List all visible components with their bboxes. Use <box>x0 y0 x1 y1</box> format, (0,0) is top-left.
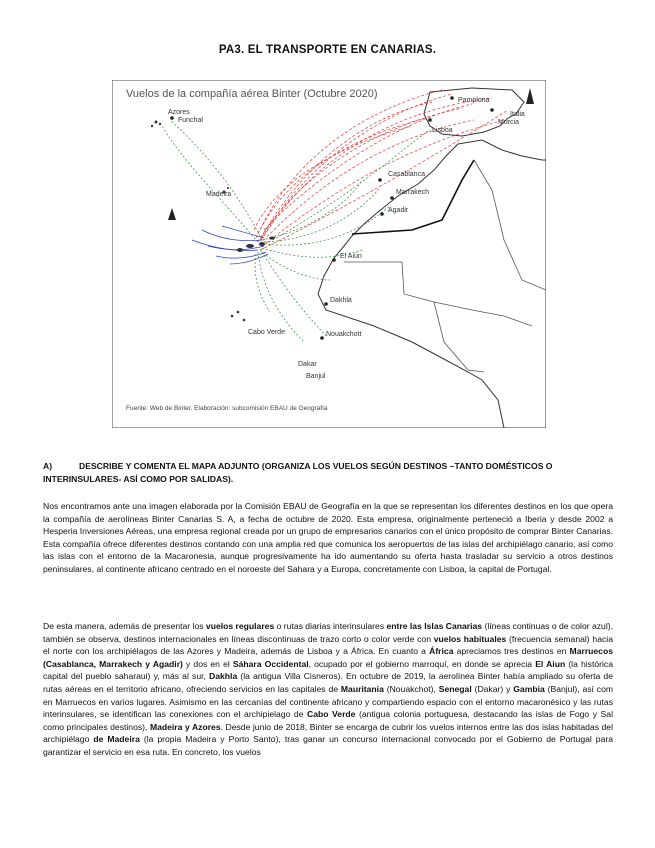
label-pamplona: Pamplona <box>458 97 490 104</box>
label-funchal: Funchal <box>178 117 203 124</box>
label-casablanca: Casablanca <box>388 171 425 178</box>
label-marrakech: Marrakech <box>396 189 430 196</box>
label-el-aiun: El Aiún <box>340 253 362 260</box>
label-cabo-verde: Cabo Verde <box>248 329 285 336</box>
label-murcia: Murcia <box>498 119 520 126</box>
label-madeira: Madeira <box>206 191 232 198</box>
map-title: Vuelos de la compañía aérea Binter (Octubre 2020) <box>126 88 378 100</box>
label-lisboa: Lisboa <box>432 127 453 134</box>
label-dakar: Dakar <box>298 361 317 368</box>
label-dakhla: Dakhla <box>330 297 352 304</box>
label-nouakchott: Nouakchott <box>326 331 362 338</box>
label-italia: Italia <box>510 111 525 118</box>
paragraph-intro: Nos encontramos ante una imagen elaborada por la Comisión EBAU de Geografía en la que se representan los diferentes destinos en los que opera la compañía de aerolíneas Binter Canarias S. A, a fecha de octubre de 2020. Esta empresa, originalmente perteneció a Iberia y desde 2002 a Hesperia Inversiones Aéreas, una empresa regional creada por un grupo de empresarios canarios con el único propósito de comprar Binter Canarias. Esta compañía ofrece diferentes destinos contando con una amplia red que comunica los aeropuertos de las islas del archipiélago canario, así como las islas con el entorno de la Macaronesia, aunque progresivamente ha ido aumentando su oferta hasta trasladar su servicio a otros destinos peninsulares, al continente africano centrado en el noroeste del Sahara y a Europa, concretamente con Lisboa, la capital de Portugal. <box>43 501 613 574</box>
map-source: Fuente: Web de Binter. Elaboración: subcomisión EBAU de Geografía <box>126 405 328 412</box>
label-agadir: Agadir <box>388 207 409 214</box>
question-label: A) <box>43 461 53 471</box>
question-block <box>43 460 613 486</box>
label-banjul: Banjul <box>306 373 326 380</box>
question-text: DESCRIBE Y COMENTA EL MAPA ADJUNTO (ORGANIZA LOS VUELOS SEGÚN DESTINOS –TANTO DOMÉSTICOS O INTERINSULARES- ASÍ COMO POR SALIDAS). <box>43 461 553 484</box>
binter-flights-map <box>112 80 546 428</box>
label-azores: Azores <box>168 109 190 116</box>
paragraph-routes: De esta manera, además de presentar los vuelos regulares o rutas diarias interinsulares entre las Islas Canarias (líneas continuas o de color azul), también se observa, destinos internacionales en líneas discontinuas de trazo corto o color verde con vuelos habituales (frecuencia semanal) hacia el norte con los archipiélagos de las Azores y Madeira, además de Lisboa y a África. En cuanto a África apreciamos tres destinos en Marruecos (Casablanca, Marrakech y Agadir) y dos en el Sáhara Occidental, ocupado por el gobierno marroquí, en donde se aprecia El Aiun (la histórica capital del pueblo saharaui) y, más al sur, Dakhla (la antigua Villa Cisneros). En octubre de 2019, la aerolínea Binter había ampliado su oferta de rutas aéreas en el territorio africano, ofreciendo servicios en las capitales de Mauritania (Nouakchot), Senegal (Dakar) y Gambia (Banjul), así com en Marruecos en varios lugares. Asimismo en las cercanías del continente africano y compartiendo espacio con el entorno macaronésico y las rutas interinsulares, se identifican las conexiones con el archipielago de Cabo Verde (antigua colonia portuguesa, destacando las islas de Fogo y Sal como principales destinos), Madeira y Azores. Desde junio de 2018, Binter se encarga de cubrir los vuelos internos entre las dos islas habitadas del archipiélago de Madeira (la propia Madeira y Porto Santo), tras ganar un concurso internacional convocado por el Gobierno de Portugal para garantizar el servicio en esa ruta. En concreto, los vuelos <box>43 621 614 757</box>
page-title: PA3. EL TRANSPORTE EN CANARIAS. <box>218 44 437 56</box>
